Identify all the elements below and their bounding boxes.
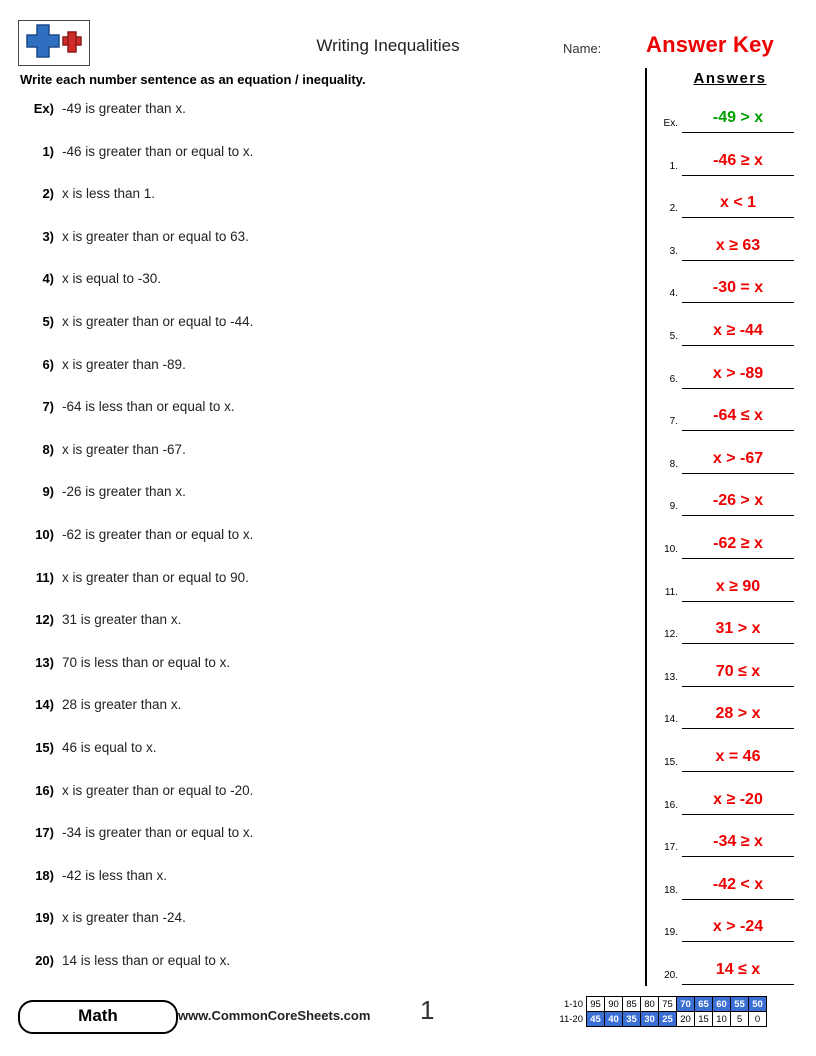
score-cell: 0 <box>749 1012 767 1027</box>
question-number: 16) <box>35 782 54 798</box>
question-text: -62 is greater than or equal to x. <box>62 526 254 542</box>
question-text: -42 is less than x. <box>62 867 168 883</box>
answer-row <box>652 615 808 658</box>
question-text: 28 is greater than x. <box>62 697 182 713</box>
answer-number: 14. <box>664 714 678 726</box>
score-cell: 40 <box>605 1012 623 1027</box>
question-row <box>20 181 630 224</box>
name-label: Name: <box>563 41 602 56</box>
answer-number: 10. <box>664 543 678 555</box>
answer-value: -64 ≤ x <box>682 404 794 431</box>
answer-value: x > -24 <box>682 915 794 942</box>
question-text: -64 is less than or equal to x. <box>62 399 235 415</box>
answer-number: 13. <box>664 671 678 683</box>
page-footer <box>0 988 816 1056</box>
question-row <box>20 139 630 182</box>
answer-number: 9. <box>669 501 678 513</box>
score-row <box>553 1012 767 1027</box>
page-header <box>18 20 798 68</box>
answer-row <box>652 871 808 914</box>
plus-cross-logo-icon <box>19 21 89 65</box>
score-cell: 75 <box>659 997 677 1012</box>
question-text: x is greater than -89. <box>62 356 186 372</box>
answer-number: 12. <box>664 629 678 641</box>
question-text: -26 is greater than x. <box>62 484 186 500</box>
question-number: 9) <box>42 484 54 500</box>
answer-value: -49 > x <box>682 106 794 133</box>
answer-number: 16. <box>664 799 678 811</box>
answer-row <box>652 360 808 403</box>
answer-row <box>652 700 808 743</box>
question-text: x is greater than or equal to -44. <box>62 313 254 329</box>
question-row <box>20 394 630 437</box>
question-number: 20) <box>35 952 54 968</box>
answer-row <box>652 913 808 956</box>
answer-key-badge: Answer Key <box>646 32 774 57</box>
question-number: 7) <box>42 399 54 415</box>
answers-list <box>652 104 808 998</box>
question-number: 2) <box>42 186 54 202</box>
question-row <box>20 96 630 139</box>
score-cell: 20 <box>677 1012 695 1027</box>
answer-number: 18. <box>664 884 678 896</box>
answer-value: -30 = x <box>682 276 794 303</box>
answer-row <box>652 743 808 786</box>
answer-value: -42 < x <box>682 873 794 900</box>
answer-number: 17. <box>664 842 678 854</box>
subject-badge: Math <box>18 1000 178 1034</box>
answer-number: 2. <box>669 203 678 215</box>
score-table <box>553 996 767 1027</box>
answer-number: 15. <box>664 756 678 768</box>
answer-value: x ≥ 63 <box>682 234 794 261</box>
answer-number: 11. <box>664 586 678 598</box>
question-row <box>20 479 630 522</box>
answers-heading: Answers <box>693 70 767 87</box>
score-cell: 25 <box>659 1012 677 1027</box>
question-number: 15) <box>35 739 54 755</box>
answer-value: -46 ≥ x <box>682 149 794 176</box>
question-text: -34 is greater than or equal to x. <box>62 825 254 841</box>
answer-number: 6. <box>669 373 678 385</box>
question-text: x is less than 1. <box>62 186 156 202</box>
score-row <box>553 997 767 1012</box>
answer-number: Ex. <box>663 118 678 129</box>
question-number: 6) <box>42 356 54 372</box>
question-row <box>20 266 630 309</box>
question-number: 19) <box>35 910 54 926</box>
answer-number: 4. <box>669 288 678 300</box>
answer-row <box>652 317 808 360</box>
question-row <box>20 437 630 480</box>
question-row <box>20 820 630 863</box>
question-row <box>20 224 630 267</box>
question-text: x is equal to -30. <box>62 271 162 287</box>
question-number: 14) <box>35 697 54 713</box>
question-number: 3) <box>42 228 54 244</box>
question-text: 31 is greater than x. <box>62 612 182 628</box>
question-text: 14 is less than or equal to x. <box>62 952 231 968</box>
answer-number: 8. <box>669 458 678 470</box>
score-cell: 15 <box>695 1012 713 1027</box>
score-cell: 70 <box>677 997 695 1012</box>
question-text: x is greater than -24. <box>62 910 186 926</box>
answer-number: 20. <box>664 969 678 981</box>
question-row <box>20 735 630 778</box>
page-title: Writing Inequalities <box>316 36 460 55</box>
question-row <box>20 650 630 693</box>
question-number: 18) <box>35 867 54 883</box>
website-text: www.CommonCoreSheets.com <box>178 1008 371 1023</box>
answer-number: 7. <box>669 416 678 428</box>
answer-row <box>652 487 808 530</box>
question-row <box>20 863 630 906</box>
answer-value: -26 > x <box>682 489 794 516</box>
questions-list <box>20 96 630 990</box>
question-row <box>20 778 630 821</box>
answer-number: 19. <box>664 927 678 939</box>
answer-value: x ≥ -44 <box>682 319 794 346</box>
answer-value: x ≥ 90 <box>682 575 794 602</box>
score-cell: 90 <box>605 997 623 1012</box>
question-text: x is greater than or equal to 63. <box>62 228 249 244</box>
answer-row <box>652 786 808 829</box>
question-text: x is greater than -67. <box>62 441 186 457</box>
logo <box>18 20 90 66</box>
question-number: 5) <box>42 313 54 329</box>
question-number: 12) <box>35 612 54 628</box>
answer-value: -34 ≥ x <box>682 830 794 857</box>
answer-row <box>652 573 808 616</box>
question-row <box>20 309 630 352</box>
score-cell: 50 <box>749 997 767 1012</box>
answer-number: 3. <box>669 245 678 257</box>
answer-row <box>652 147 808 190</box>
score-cell: 45 <box>587 1012 605 1027</box>
question-number: 8) <box>42 441 54 457</box>
directions-text: Write each number sentence as an equation / inequality. <box>20 72 366 87</box>
answer-value: 14 ≤ x <box>682 958 794 985</box>
question-number: 10) <box>35 526 54 542</box>
answer-row <box>652 189 808 232</box>
question-text: -46 is greater than or equal to x. <box>62 143 254 159</box>
answer-value: x > -67 <box>682 447 794 474</box>
score-cell: 80 <box>641 997 659 1012</box>
question-number: 17) <box>35 825 54 841</box>
answer-number: 1. <box>669 160 678 172</box>
answer-row <box>652 232 808 275</box>
question-text: x is greater than or equal to -20. <box>62 782 254 798</box>
question-row <box>20 607 630 650</box>
score-cell: 35 <box>623 1012 641 1027</box>
answer-row <box>652 274 808 317</box>
answer-row <box>652 828 808 871</box>
question-row <box>20 692 630 735</box>
question-number: Ex) <box>33 101 54 116</box>
score-cell: 5 <box>731 1012 749 1027</box>
question-row <box>20 905 630 948</box>
answer-value: 70 ≤ x <box>682 660 794 687</box>
question-row <box>20 352 630 395</box>
question-row <box>20 948 630 991</box>
question-row <box>20 522 630 565</box>
question-text: 46 is equal to x. <box>62 739 157 755</box>
question-text: 70 is less than or equal to x. <box>62 654 231 670</box>
answer-value: x < 1 <box>682 191 794 218</box>
score-cell: 85 <box>623 997 641 1012</box>
score-cell: 60 <box>713 997 731 1012</box>
answer-row <box>652 658 808 701</box>
score-cell: 30 <box>641 1012 659 1027</box>
score-cell: 55 <box>731 997 749 1012</box>
page-number: 1 <box>420 995 435 1025</box>
score-row-label: 11-20 <box>553 1012 587 1027</box>
question-number: 11) <box>35 569 54 585</box>
answer-row <box>652 445 808 488</box>
answer-number: 5. <box>669 330 678 342</box>
question-number: 1) <box>42 143 54 159</box>
question-number: 13) <box>35 654 54 670</box>
score-cell: 95 <box>587 997 605 1012</box>
answer-value: 31 > x <box>682 617 794 644</box>
answer-value: x ≥ -20 <box>682 788 794 815</box>
answer-value: x > -89 <box>682 362 794 389</box>
answer-row <box>652 402 808 445</box>
answer-value: -62 ≥ x <box>682 532 794 559</box>
question-row <box>20 565 630 608</box>
answer-value: x = 46 <box>682 745 794 772</box>
answer-row <box>652 104 808 147</box>
question-text: x is greater than or equal to 90. <box>62 569 249 585</box>
score-cell: 65 <box>695 997 713 1012</box>
question-number: 4) <box>42 271 54 287</box>
question-text: -49 is greater than x. <box>62 101 186 116</box>
score-row-label: 1-10 <box>553 997 587 1012</box>
score-cell: 10 <box>713 1012 731 1027</box>
column-divider <box>645 68 647 986</box>
answer-value: 28 > x <box>682 702 794 729</box>
answer-row <box>652 530 808 573</box>
